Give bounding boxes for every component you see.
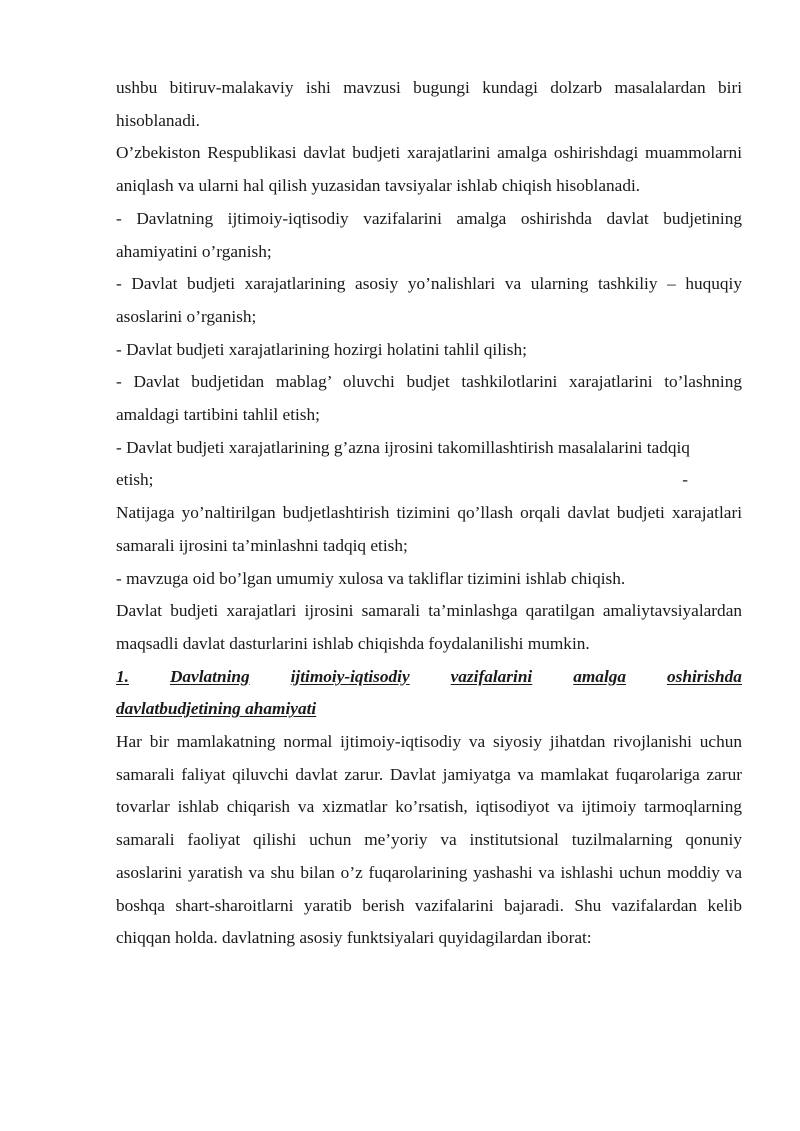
task-item-4: - Davlat budjetidan mablag’ oluvchi budjet tashkilotlarini xarajatlarini to’lashning amaldagi tartibini tahlil etish; xyxy=(116,372,742,425)
heading-word: vazifalarini xyxy=(450,666,533,686)
heading-word: ijtimoiy-iqtisodiy xyxy=(290,666,410,686)
task-item-5-end: etish; xyxy=(116,470,154,490)
section-heading xyxy=(116,661,742,726)
document-page xyxy=(116,72,742,955)
heading-word: Davlatning xyxy=(169,666,250,686)
paragraph-body: Har bir mamlakatning normal ijtimoiy-iqtisodiy va siyosiy jihatdan rivojlanishi uchun samarali faliyat qiluvchi davlat zarur. Davlat jamiyatga va mamlakat fuqarolariga zarur tovarlar ishlab chiqarish va xizmatlar ko’rsatish, iqtisodiyot va ijtimoiy tarmoqlarning samarali faoliyat qilishi uchun me’yoriy va institutsional tuzilmalarning qonuniy asoslarini yaratish va shu bilan o’z fuqarolarining yashashi va ishlashi uchun moddiy va boshqa shart-sharoitlarni yaratib berish vazifalarini bajaradi. Shu vazifalardan kelib chiqqan holda. davlatning asosiy funktsiyalari quyidagilardan iborat: xyxy=(116,732,742,948)
paragraph-practical: Davlat budjeti xarajatlari ijrosini samarali ta’minlashga qaratilgan amaliytavsiyalardan maqsadli davlat dasturlarini ishlab chiqishda foydalanilishi mumkin. xyxy=(116,601,742,653)
task-item-3: - Davlat budjeti xarajatlarining hozirgi holatini tahlil qilish; xyxy=(116,339,527,359)
task-item-5 xyxy=(116,432,742,497)
heading-word: 1. xyxy=(116,666,129,686)
section-heading-line1 xyxy=(116,661,742,694)
paragraph-intro: ushbu bitiruv-malakaviy ishi mavzusi bugungi kundagi dolzarb masalalardan biri hisoblanadi. xyxy=(116,78,742,130)
task-item-6: Natijaga yo’naltirilgan budjetlashtirish tizimini qo’llash orqali davlat budjeti xarajatlari samarali ijrosini ta’minlashni tadqiq etish; xyxy=(116,503,742,555)
heading-word: amalga xyxy=(573,666,627,686)
dash-marker: - xyxy=(682,470,688,490)
heading-word: oshirishda xyxy=(667,666,742,686)
paragraph-goal: O’zbekiston Respublikasi davlat budjeti xarajatlarini amalga oshirishdagi muammolarni aniqlash va ularni hal qilish yuzasidan tavsiyalar ishlab chiqish hisoblanadi. xyxy=(116,143,742,196)
task-item-7: - mavzuga oid bo’lgan umumiy xulosa va takliflar tizimini ishlab chiqish. xyxy=(116,568,626,588)
task-item-1: - Davlatning ijtimoiy-iqtisodiy vazifalarini amalga oshirishda davlat budjetining ahamiyatini o’rganish; xyxy=(116,208,742,261)
task-item-2: - Davlat budjeti xarajatlarining asosiy yo’nalishlari va ularning tashkiliy – huquqiy asoslarini o’rganish; xyxy=(116,274,742,326)
section-heading-line2: davlatbudjetining ahamiyati xyxy=(116,699,317,719)
task-item-5-line2 xyxy=(116,464,742,497)
task-item-5-line1: - Davlat budjeti xarajatlarining g’azna ijrosini takomillashtirish masalalarini tadqiq xyxy=(116,437,690,457)
